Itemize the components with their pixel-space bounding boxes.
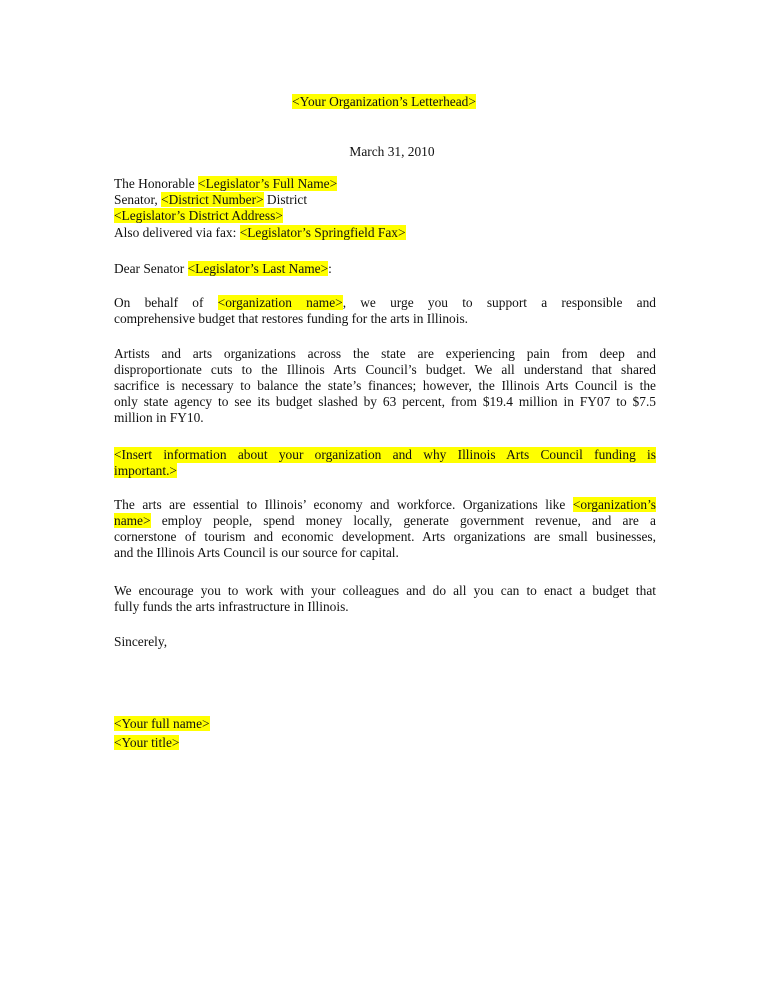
text-run: employ people, spend money locally, generate government revenue, and are a: [150, 513, 656, 528]
address-prefix: Also delivered via fax:: [114, 225, 240, 240]
paragraph-line: comprehensive budget that restores funding for the arts in Illinois.: [114, 311, 469, 326]
text-run: The arts are essential to Illinois’ economy and workforce. Organizations like: [114, 497, 573, 512]
paragraph-line: cornerstone of tourism and economic development. Arts organizations are small businesses,: [114, 529, 656, 544]
legislator-last-name-placeholder: <Legislator’s Last Name>: [187, 261, 329, 276]
paragraph-2: [114, 346, 656, 426]
address-prefix: Senator,: [114, 192, 162, 207]
insert-info-placeholder: <Insert information about your organization and why Illinois Arts Council funding is: [114, 447, 656, 462]
address-line-3: [114, 208, 283, 224]
organization-name-placeholder: <organization name>: [217, 295, 343, 310]
signature-name: [114, 716, 210, 732]
address-line-1: [114, 176, 337, 192]
your-title-placeholder: <Your title>: [114, 735, 180, 750]
text-run: , we urge you to support a responsible and: [342, 295, 656, 310]
address-suffix: District: [263, 192, 308, 207]
address-line-2: [114, 192, 307, 208]
springfield-fax-placeholder: <Legislator’s Springfield Fax>: [239, 225, 406, 240]
paragraph-5: [114, 583, 656, 615]
text-run: On behalf of: [114, 295, 218, 310]
your-full-name-placeholder: <Your full name>: [114, 716, 210, 731]
address-line-4: [114, 225, 406, 241]
organizations-name-placeholder-end: name>: [114, 513, 151, 528]
paragraph-4: [114, 497, 656, 561]
district-address-placeholder: <Legislator’s District Address>: [114, 208, 283, 223]
paragraph-line: and the Illinois Arts Council is our source for capital.: [114, 545, 399, 560]
paragraph-line: [114, 513, 656, 529]
organizations-name-placeholder: <organization’s: [572, 497, 656, 512]
paragraph-line: We encourage you to work with your colleagues and do all you can to enact a budget that: [114, 583, 656, 598]
closing: Sincerely,: [114, 634, 168, 649]
paragraph-line: only state agency to see its budget slashed by 63 percent, from $19.4 million in FY07 to $7.5: [114, 394, 656, 409]
address-prefix: The Honorable: [114, 176, 199, 191]
salutation-prefix: Dear Senator: [114, 261, 188, 276]
letterhead: [0, 94, 768, 110]
paragraph-1: [114, 295, 656, 327]
legislator-full-name-placeholder: <Legislator’s Full Name>: [198, 176, 338, 191]
salutation-suffix: :: [328, 261, 332, 276]
paragraph-line: fully funds the arts infrastructure in Illinois.: [114, 599, 349, 614]
letterhead-placeholder: <Your Organization’s Letterhead>: [292, 94, 476, 109]
signature-title: [114, 735, 179, 751]
district-number-placeholder: <District Number>: [161, 192, 264, 207]
paragraph-line: disproportionate cuts to the Illinois Arts Council’s budget. We all understand that shared: [114, 362, 656, 377]
paragraph-line: [114, 463, 656, 479]
paragraph-3-insert: [114, 447, 656, 479]
salutation: [114, 261, 332, 277]
paragraph-line: [114, 497, 656, 513]
paragraph-line: [114, 295, 656, 311]
paragraph-line: million in FY10.: [114, 410, 204, 425]
letter-date: March 31, 2010: [349, 144, 435, 159]
insert-info-placeholder-end: important.>: [114, 463, 177, 478]
paragraph-line: Artists and arts organizations across the state are experiencing pain from deep and: [114, 346, 656, 361]
paragraph-line: sacrifice is necessary to balance the state’s finances; however, the Illinois Arts Council is the: [114, 378, 656, 393]
